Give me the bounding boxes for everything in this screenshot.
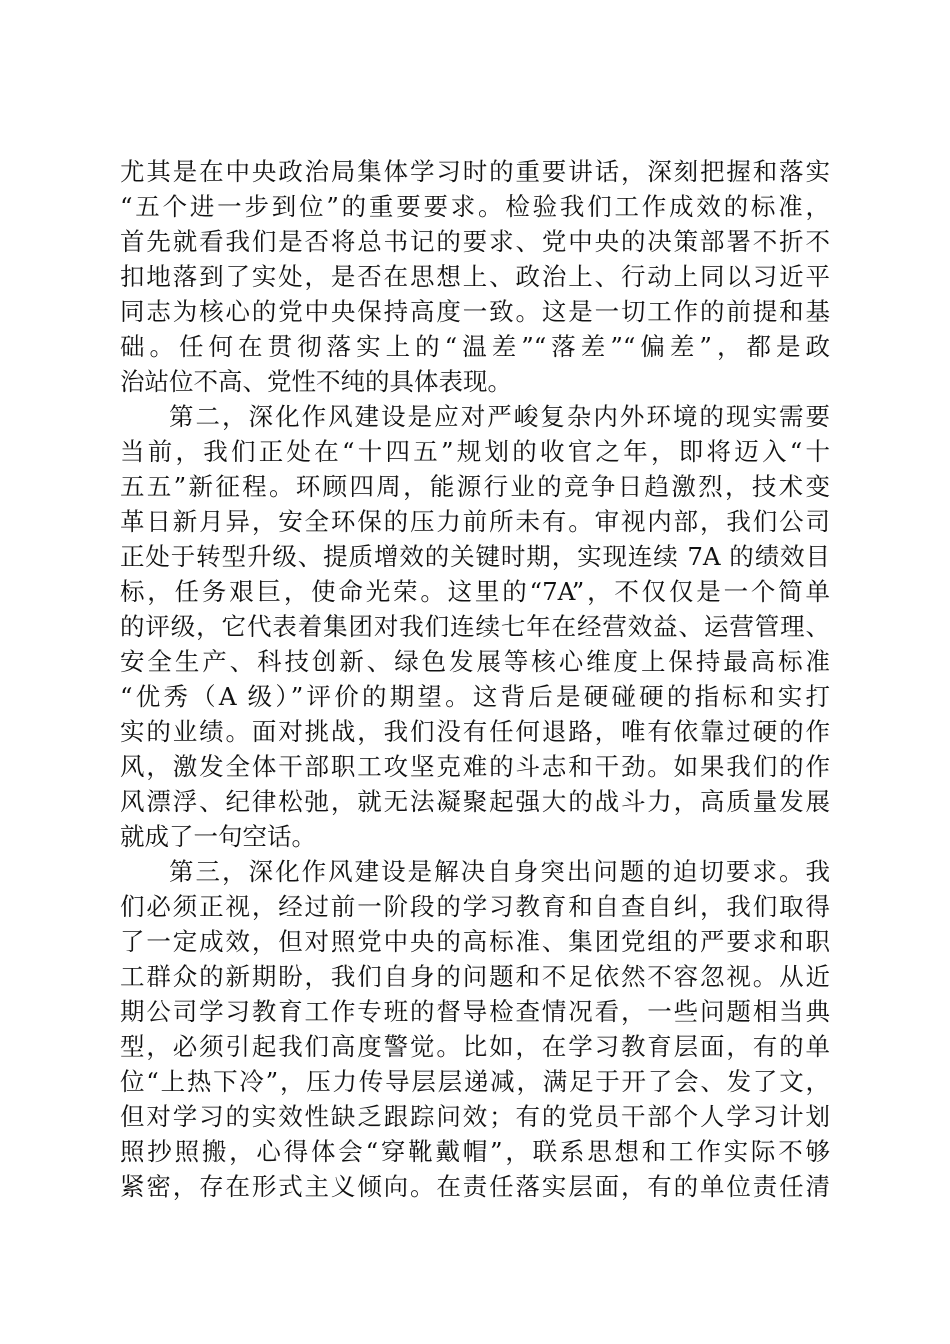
text-line: 首先就看我们是否将总书记的要求、党中央的决策部署不折不 — [120, 227, 830, 256]
text-line: 五五”新征程。环顾四周，能源行业的竞争日趋激烈，技术变 — [120, 472, 830, 501]
text-line: 们必须正视，经过前一阶段的学习教育和自查自纠，我们取得 — [120, 892, 830, 921]
text-line: 革日新月异，安全环保的压力前所未有。审视内部，我们公司 — [120, 507, 830, 536]
text-line: 安全生产、科技创新、绿色发展等核心维度上保持最高标准 — [120, 647, 830, 676]
text-line: 治站位不高、党性不纯的具体表现。 — [120, 367, 512, 396]
text-line: 位“上热下冷”，压力传导层层递减，满足于开了会、发了文， — [120, 1067, 830, 1096]
paragraph-heading-line: 第二，深化作风建设是应对严峻复杂内外环境的现实需要 — [169, 402, 830, 431]
text-line: 础。任何在贯彻落实上的“温差”“落差”“偏差”，都是政 — [120, 332, 830, 361]
text-line: 风漂浮、纪律松弛，就无法凝聚起强大的战斗力，高质量发展 — [120, 787, 830, 816]
text-line: 了一定成效，但对照党中央的高标准、集团党组的严要求和职 — [120, 927, 830, 956]
text-line: 型，必须引起我们高度警觉。比如，在学习教育层面，有的单 — [120, 1032, 830, 1061]
text-line: 就成了一句空话。 — [120, 822, 316, 851]
text-line: 照抄照搬，心得体会“穿靴戴帽”，联系思想和工作实际不够 — [120, 1137, 830, 1166]
text-line: 风，激发全体干部职工攻坚克难的斗志和干劲。如果我们的作 — [120, 752, 830, 781]
text-line: “优秀（A 级）”评价的期望。这背后是硬碰硬的指标和实打 — [120, 682, 830, 711]
paragraph-heading-line: 第三，深化作风建设是解决自身突出问题的迫切要求。我 — [169, 857, 830, 886]
text-line: 扣地落到了实处，是否在思想上、政治上、行动上同以习近平 — [120, 262, 830, 291]
text-line: 期公司学习教育工作专班的督导检查情况看，一些问题相当典 — [120, 997, 830, 1026]
text-line: “五个进一步到位”的重要要求。检验我们工作成效的标准， — [120, 192, 830, 221]
text-line: 标，任务艰巨，使命光荣。这里的“7A”，不仅仅是一个简单 — [120, 577, 830, 606]
text-line: 但对学习的实效性缺乏跟踪问效；有的党员干部个人学习计划 — [120, 1102, 830, 1131]
text-line: 工群众的新期盼，我们自身的问题和不足依然不容忽视。从近 — [120, 962, 830, 991]
text-line: 紧密，存在形式主义倾向。在责任落实层面，有的单位责任清 — [120, 1172, 830, 1201]
text-line: 尤其是在中央政治局集体学习时的重要讲话，深刻把握和落实 — [120, 157, 830, 186]
text-line: 同志为核心的党中央保持高度一致。这是一切工作的前提和基 — [120, 297, 830, 326]
text-line: 的评级，它代表着集团对我们连续七年在经营效益、运营管理、 — [120, 612, 830, 641]
text-line: 当前，我们正处在“十四五”规划的收官之年，即将迈入“十 — [120, 437, 830, 466]
text-line: 正处于转型升级、提质增效的关键时期，实现连续 7A 的绩效目 — [120, 542, 830, 571]
text-line: 实的业绩。面对挑战，我们没有任何退路，唯有依靠过硬的作 — [120, 717, 830, 746]
